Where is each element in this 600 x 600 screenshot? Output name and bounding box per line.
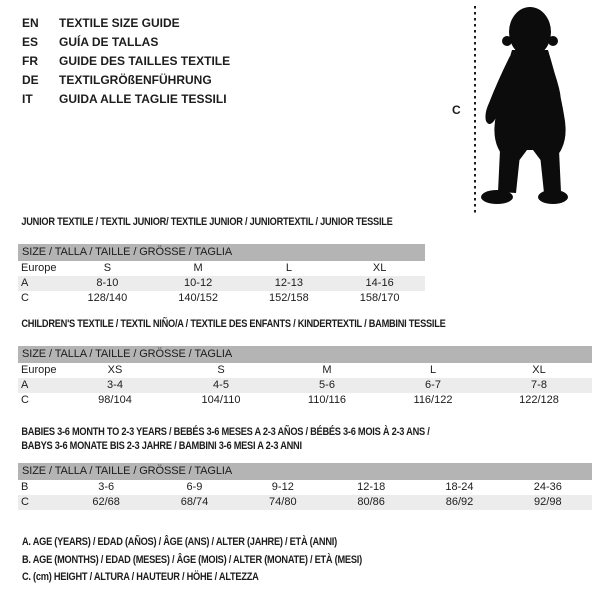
language-row [22,52,230,71]
table-cell: 122/128 [519,394,559,406]
table-row [18,480,592,495]
table-rows [18,480,592,510]
childrens-textile-table [18,318,592,408]
junior-textile-table [18,216,425,306]
size-header-bar: SIZE / TALLA / TAILLE / GRÖSSE / TAGLIA [18,346,592,363]
language-code: FR [22,54,38,68]
size-header-bar: SIZE / TALLA / TAILLE / GRÖSSE / TAGLIA [18,244,425,261]
table-row [18,261,425,276]
table-cell: L [429,364,437,376]
table-cell: 92/98 [534,496,562,508]
table-title-line: BABYS 3-6 MONATE BIS 2-3 JAHRE / BAMBINI 3-6 MESI A 2-3 ANNI [21,440,302,452]
language-title: GUIDA ALLE TAGLIE TESSILI [59,92,227,106]
row-label: Europe [21,262,57,274]
table-title-line: BABIES 3-6 MONTH TO 2-3 YEARS / BEBÉS 3-6 MESES A 2-3 AÑOS / BÉBÉS 3-6 MOIS À 2-3 ANS / [21,426,430,438]
row-label: A [21,379,29,391]
table-cell: 152/158 [268,292,309,304]
table-cell: 6-7 [425,379,441,391]
table-cell: 18-24 [445,481,474,493]
language-code: IT [22,92,33,106]
table-cell: 3-4 [107,379,123,391]
table-row [18,276,425,291]
row-label: A [21,277,29,289]
table-cell: M [193,262,203,274]
row-label: C [21,496,29,508]
language-row [22,14,230,33]
table-cell: 74/80 [269,496,297,508]
table-cell: XL [372,262,387,274]
table-cell: 116/122 [413,394,453,406]
table-cell: S [217,364,225,376]
legend-note-line: A. AGE (YEARS) / EDAD (AÑOS) / ÂGE (ANS) / ALTER (JAHRE) / ETÀ (ANNI) [22,536,337,548]
table-rows [18,261,425,306]
language-code: DE [22,73,39,87]
table-rows [18,363,592,408]
table-title [18,425,500,453]
table-cell: XL [532,364,546,376]
language-title: TEXTILE SIZE GUIDE [59,16,180,30]
height-measure-label: C [452,103,461,117]
table-row [18,363,592,378]
language-title: GUIDE DES TAILLES TEXTILE [59,54,231,68]
language-row [22,71,230,90]
language-title-list [22,14,230,109]
table-cell: 80/86 [357,496,385,508]
language-row [22,33,230,52]
table-cell: 98/104 [98,394,132,406]
table-row [18,393,592,408]
language-title: TEXTILGRÖßENFÜHRUNG [59,73,212,87]
babies-textile-table [18,425,592,510]
language-code: ES [22,35,39,49]
table-cell: 140/152 [178,292,218,304]
table-title [18,318,500,331]
row-label: Europe [21,364,57,376]
table-cell: 4-5 [213,379,229,391]
table-cell: L [285,262,292,274]
row-label: C [21,292,29,304]
table-row [18,495,592,510]
baby-silhouette-figure [440,0,600,220]
table-cell: 104/110 [201,394,241,406]
row-label: C [21,394,29,406]
table-cell: 12-13 [274,277,303,289]
legend-note-line: C. (cm) HEIGHT / ALTURA / HAUTEUR / HÖHE / ALTEZZA [22,571,259,583]
table-cell: S [103,262,112,274]
table-cell: 14-16 [365,277,394,289]
table-cell: 6-9 [186,481,203,493]
table-row [18,378,592,393]
language-row [22,90,230,109]
table-cell: 24-36 [533,481,562,493]
table-cell: 3-6 [98,481,115,493]
table-row [18,291,425,306]
language-code: EN [22,16,39,30]
table-cell: 110/116 [307,394,347,406]
table-title-line: CHILDREN'S TEXTILE / TEXTIL NIÑO/A / TEXTILE DES ENFANTS / KINDERTEXTIL / BAMBINI TESSILE [21,318,446,330]
table-cell: 7-8 [531,379,547,391]
table-cell: 10-12 [184,277,213,289]
baby-silhouette [440,0,600,220]
row-label: B [21,481,29,493]
table-cell: M [322,364,332,376]
legend-note-line: B. AGE (MONTHS) / EDAD (MESES) / ÂGE (MOIS) / ALTER (MONATE) / ETÀ (MESI) [22,553,362,566]
table-cell: 12-18 [357,481,386,493]
table-cell: 68/74 [180,496,209,508]
table-cell: 62/68 [92,496,120,508]
language-title: GUÍA DE TALLAS [59,35,159,49]
legend-notes [22,534,427,587]
table-cell: 128/140 [87,292,128,304]
table-title-line: JUNIOR TEXTILE / TEXTIL JUNIOR/ TEXTILE JUNIOR / JUNIORTEXTIL / JUNIOR TESSILE [21,216,393,228]
table-cell: 5-6 [319,379,335,391]
table-cell: 9-12 [271,481,294,493]
table-cell: XS [107,364,123,376]
table-cell: 158/170 [359,292,400,304]
table-cell: 8-10 [96,277,119,289]
table-title [18,216,393,229]
size-header-bar: SIZE / TALLA / TAILLE / GRÖSSE / TAGLIA [18,463,592,480]
table-cell: 86/92 [445,496,474,508]
